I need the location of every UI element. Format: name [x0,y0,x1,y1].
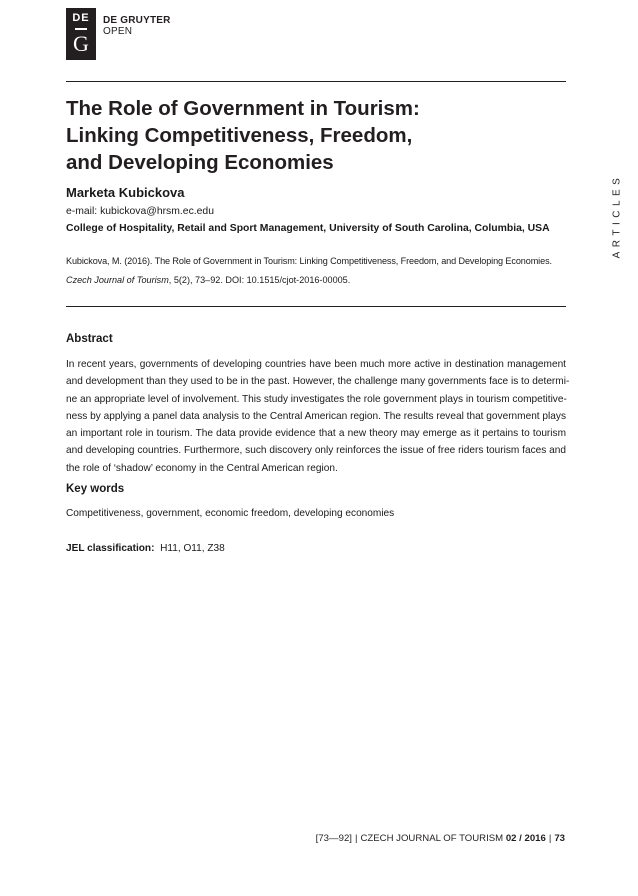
publisher-name: DE GRUYTER [103,15,171,26]
article-title [66,95,420,176]
logo-top-text: DE [72,12,90,24]
jel-label: JEL classification: [66,543,155,554]
author-email: e-mail: kubickova@hrsm.ec.edu [66,206,214,217]
abstract-line: In recent years, governments of developing countries have been much more active in destination management [66,359,566,370]
citation-line: Kubickova, M. (2016). The Role of Government in Tourism: Linking Competitiveness, Freedom, and Developing Economies. [66,256,552,266]
title-line: The Role of Government in Tourism: [66,97,420,120]
abstract-body [66,356,570,477]
footer-page-number: 73 [554,833,565,844]
keywords-text: Competitiveness, government, economic freedom, developing economies [66,508,395,519]
abstract-line: an important role in tourism. The data provide evidence that a new theory may emerge as it pertains to tourism [66,428,566,440]
jel-value: H11, O11, Z38 [160,543,225,554]
author-affiliation: College of Hospitality, Retail and Sport Management, University of South Carolina, Columbia, USA [66,223,550,234]
publisher-logo [66,8,96,60]
top-divider [66,81,566,82]
footer-pages: [73—92] [315,833,352,844]
page-footer: [73—92] | CZECH JOURNAL OF TOURISM 02 / 2016 | 73 [315,833,565,844]
abstract-line: and development than they used to be in the past. However, the challenge many governments face is to determi- [66,376,570,388]
title-line: Linking Competitiveness, Freedom, [66,124,413,147]
logo-divider [75,28,87,30]
mid-divider [66,306,566,307]
section-side-label: ARTICLES [611,173,623,259]
abstract-line: ne an appropriate level of involvement. This study investigates the role government plays in tourism competitive- [66,393,567,405]
title-line: and Developing Economies [66,151,334,174]
citation-rest: , 5(2), 73–92. DOI: 10.1515/cjot-2016-00005. [168,275,351,285]
logo-bottom-text: G [73,31,89,56]
footer-journal: CZECH JOURNAL OF TOURISM [360,833,504,844]
abstract-heading: Abstract [66,333,113,345]
citation-line-2 [66,275,350,285]
abstract-line: ness by applying a panel data analysis to the Central American region. The results reveal that government plays [66,410,566,422]
publisher-sub: OPEN [103,26,133,37]
footer-issue: 02 / 2016 [505,833,546,844]
keywords-heading: Key words [66,483,125,495]
abstract-line: the role of ‘shadow’ economy in the Central American region. [66,462,338,474]
abstract-line: and developing countries. Furthermore, such discovery only reinforces the issue of free riders tourism faces and [66,445,566,457]
citation-journal: Czech Journal of Tourism [66,275,169,285]
jel-classification [66,543,225,554]
author-name: Marketa Kubickova [66,185,185,200]
